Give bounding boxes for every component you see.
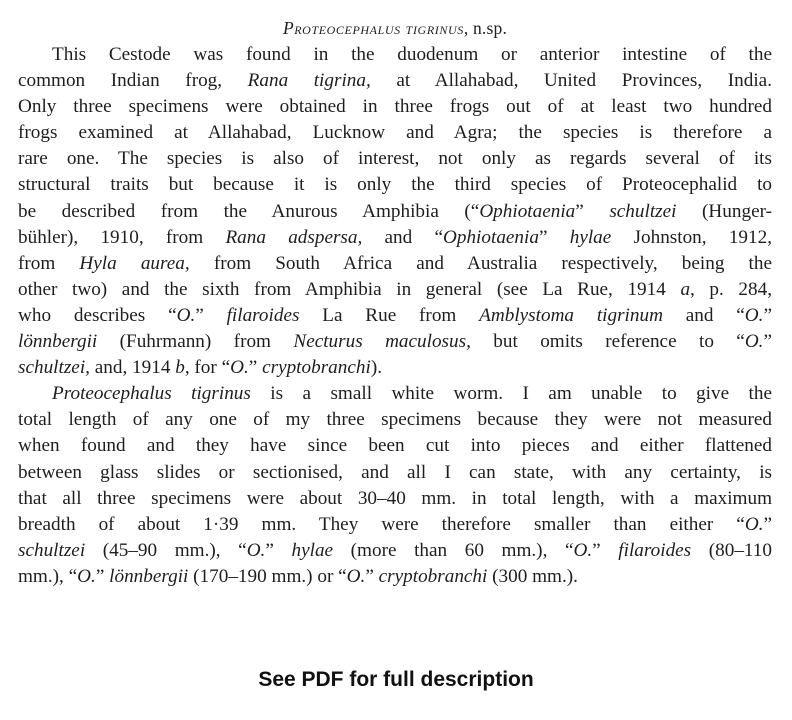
italic-text: Amblystoma tigrinum xyxy=(479,304,663,326)
text-line xyxy=(18,460,772,486)
italic-text: O. xyxy=(744,331,764,353)
text-line xyxy=(18,512,772,538)
italic-text: hylae xyxy=(291,539,334,561)
text-line xyxy=(18,329,772,355)
italic-text: Hyla aurea, xyxy=(79,252,190,274)
text-run: (45–90 mm.), “ xyxy=(85,539,247,561)
italic-text: O. xyxy=(230,357,249,379)
text-run: mm.), “ xyxy=(18,565,78,587)
italic-text: a xyxy=(680,278,691,300)
new-species-marker: , n.sp. xyxy=(463,18,508,38)
text-run: who describes “ xyxy=(18,304,177,326)
text-run: and, 1914 xyxy=(89,357,176,379)
text-line xyxy=(18,538,772,564)
species-name: Proteocephalus tigrinus xyxy=(282,18,464,38)
text-line xyxy=(18,251,772,277)
text-run: (300 mm.). xyxy=(487,565,578,587)
italic-text: Rana adspersa, xyxy=(225,226,363,248)
text-run: at Allahabad, United Provinces, India. xyxy=(370,70,772,92)
text-line xyxy=(18,199,772,225)
text-run: total length of any one of my three specimens because they were not measured xyxy=(18,409,772,431)
text-line xyxy=(18,172,772,198)
text-run: but omits reference to “ xyxy=(470,331,745,353)
text-run: structural traits but because it is only the third species of Proteocephalid to xyxy=(18,174,772,196)
text-run: rare one. The species is also of interest, not only as regards several of its xyxy=(18,148,772,170)
text-run: ” xyxy=(763,304,772,326)
italic-text: Necturus maculosus, xyxy=(293,331,471,353)
text-line xyxy=(18,486,772,512)
text-run: ” xyxy=(763,513,772,535)
text-line xyxy=(18,42,772,68)
text-line xyxy=(18,407,772,433)
text-run: ” xyxy=(248,357,263,379)
text-run: and “ xyxy=(662,304,745,326)
text-run: ). xyxy=(370,357,382,379)
text-run: ” xyxy=(195,304,227,326)
text-line xyxy=(18,564,772,590)
italic-text: O. xyxy=(77,565,96,587)
text-line xyxy=(18,381,772,407)
italic-text: O. xyxy=(176,304,196,326)
text-run: be described from the Anurous Amphibia (“ xyxy=(18,200,480,222)
paragraph-description xyxy=(18,42,772,381)
text-line xyxy=(18,94,772,120)
text-run: ” xyxy=(265,539,292,561)
text-run: is a small white worm. I am unable to give the xyxy=(250,383,772,405)
text-line xyxy=(18,355,772,381)
italic-text: O. xyxy=(246,539,266,561)
italic-text: O. xyxy=(744,304,764,326)
text-run: (Hunger- xyxy=(676,200,772,222)
text-run: and “ xyxy=(362,226,444,248)
text-run: Johnston, 1912, xyxy=(611,226,772,248)
text-run: from South Africa and Australia respectively, being the xyxy=(189,252,772,274)
text-line xyxy=(18,303,772,329)
text-line xyxy=(18,277,772,303)
italic-text: O. xyxy=(573,539,593,561)
text-run: from xyxy=(18,252,80,274)
italic-text: filaroides xyxy=(226,304,300,326)
italic-text: schultzei, xyxy=(18,357,90,379)
italic-text: hylae xyxy=(569,226,612,248)
text-run: (more than 60 mm.), “ xyxy=(333,539,574,561)
italic-text: Rana tigrina, xyxy=(247,70,371,92)
text-line xyxy=(18,225,772,251)
italic-text: lönnbergii xyxy=(109,565,189,587)
see-pdf-notice: See PDF for full description xyxy=(258,668,534,691)
text-run: frogs examined at Allahabad, Lucknow and Agra; the species is therefore a xyxy=(18,122,772,144)
text-line xyxy=(18,146,772,172)
text-run: (Fuhrmann) from xyxy=(97,331,294,353)
text-run: This Cestode was found in the duodenum or anterior intestine of the xyxy=(52,44,772,65)
text-run: La Rue from xyxy=(299,304,480,326)
text-run: between glass slides or sectionised, and all I can state, with any certainty, is xyxy=(18,461,772,483)
italic-text: Ophiotaenia xyxy=(443,226,539,248)
text-run: ” xyxy=(95,565,110,587)
text-run: breadth of about 1·39 mm. They were therefore smaller than either “ xyxy=(18,513,745,535)
text-run: bühler), 1910, from xyxy=(18,226,226,248)
italic-text: filaroides xyxy=(618,539,692,561)
document-page xyxy=(18,14,772,590)
text-run: , for “ xyxy=(184,357,231,379)
text-run: ” xyxy=(365,565,379,587)
italic-text: schultzei xyxy=(18,539,86,561)
paragraph-size xyxy=(18,381,772,590)
italic-text: Ophiotaenia xyxy=(479,200,576,222)
text-run: ” xyxy=(592,539,619,561)
italic-text: cryptobranchi xyxy=(378,565,488,587)
italic-text: O. xyxy=(346,565,366,587)
text-run: ” xyxy=(538,226,570,248)
text-line xyxy=(18,68,772,94)
text-line xyxy=(18,120,772,146)
text-run: other two) and the sixth from Amphibia in general (see La Rue, 1914 xyxy=(18,278,681,300)
text-run: (80–110 xyxy=(691,539,772,561)
text-run: Only three specimens were obtained in three frogs out of at least two hundred xyxy=(18,96,772,118)
italic-text: cryptobranchi xyxy=(262,357,371,379)
text-run: , p. 284, xyxy=(690,278,772,300)
text-run: that all three specimens were about 30–40 mm. in total length, with a maximum xyxy=(18,487,772,509)
text-run: common Indian frog, xyxy=(18,70,248,92)
italic-text: schultzei xyxy=(609,200,677,222)
text-run: (170–190 mm.) or “ xyxy=(188,565,347,587)
text-run: when found and they have since been cut into pieces and either flattened xyxy=(18,435,772,457)
text-run: ” xyxy=(575,200,610,222)
italic-text: O. xyxy=(744,513,764,535)
italic-text: b xyxy=(175,357,185,379)
text-run: ” xyxy=(763,331,773,353)
italic-text: Proteocephalus tigrinus xyxy=(52,383,251,405)
text-line xyxy=(18,433,772,459)
section-heading xyxy=(18,14,772,42)
italic-text: lönnbergii xyxy=(18,331,98,353)
